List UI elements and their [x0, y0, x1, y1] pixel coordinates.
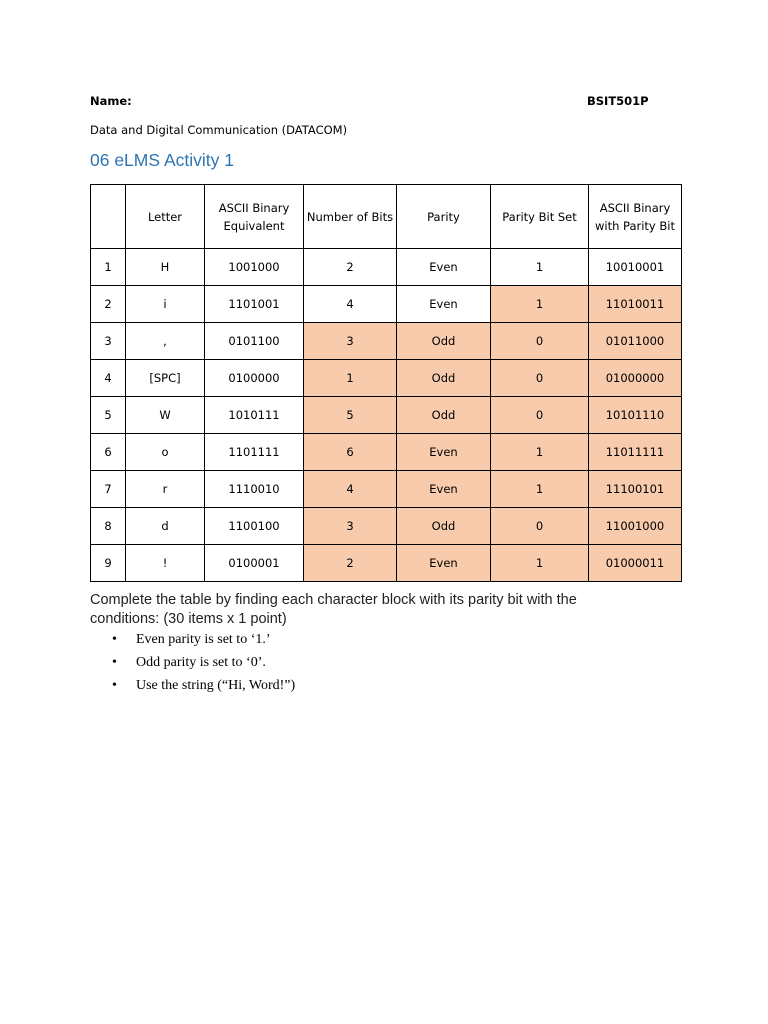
parity-bit-set-cell: 1 — [491, 434, 589, 471]
row-index-cell: 2 — [91, 286, 126, 323]
table-row — [91, 286, 682, 323]
ascii-with-parity-cell: 11100101 — [589, 471, 682, 508]
condition-text: Even parity is set to ‘1.’ — [136, 632, 271, 647]
letter-cell: W — [126, 397, 205, 434]
table-row — [91, 397, 682, 434]
number-of-bits-cell: 3 — [304, 508, 397, 545]
activity-title: 06 eLMS Activity 1 — [90, 150, 234, 170]
list-item — [112, 655, 295, 678]
parity-bit-set-cell: 0 — [491, 360, 589, 397]
parity-cell: Odd — [397, 360, 491, 397]
number-of-bits-cell: 4 — [304, 286, 397, 323]
ascii-with-parity-cell: 11011111 — [589, 434, 682, 471]
number-of-bits-cell: 2 — [304, 545, 397, 582]
ascii-binary-cell: 1110010 — [205, 471, 304, 508]
row-index-cell: 6 — [91, 434, 126, 471]
parity-bit-set-cell: 1 — [491, 249, 589, 286]
table-row — [91, 471, 682, 508]
parity-bit-set-cell: 1 — [491, 471, 589, 508]
instructions-text: Complete the table by finding each character block with its parity bit with the conditions: (30 items x 1 point) — [90, 592, 577, 627]
table-header-row — [91, 185, 682, 249]
row-index-cell: 8 — [91, 508, 126, 545]
letter-cell: o — [126, 434, 205, 471]
number-of-bits-cell: 4 — [304, 471, 397, 508]
letter-cell: ! — [126, 545, 205, 582]
row-index-cell: 3 — [91, 323, 126, 360]
parity-cell: Even — [397, 471, 491, 508]
table-row — [91, 360, 682, 397]
letter-cell: H — [126, 249, 205, 286]
row-index-cell: 1 — [91, 249, 126, 286]
condition-text: Use the string (“Hi, Word!”) — [136, 678, 296, 693]
parity-cell: Even — [397, 434, 491, 471]
table-row — [91, 545, 682, 582]
parity-cell: Odd — [397, 508, 491, 545]
bullet-icon: • — [112, 655, 117, 670]
table-row — [91, 508, 682, 545]
ascii-with-parity-cell: 11010011 — [589, 286, 682, 323]
ascii-with-parity-cell: 01000011 — [589, 545, 682, 582]
parity-cell: Even — [397, 286, 491, 323]
column-header-ascii-with-parity: ASCII Binary with Parity Bit — [589, 185, 682, 249]
conditions-list — [112, 632, 295, 701]
condition-text: Odd parity is set to ‘0’. — [136, 655, 266, 670]
parity-bit-set-cell: 1 — [491, 286, 589, 323]
ascii-binary-cell: 1101111 — [205, 434, 304, 471]
name-label: Name: — [90, 94, 132, 108]
bullet-icon: • — [112, 632, 117, 647]
column-header-parity: Parity — [397, 185, 491, 249]
row-index-cell: 7 — [91, 471, 126, 508]
table-row — [91, 249, 682, 286]
letter-cell: [SPC] — [126, 360, 205, 397]
parity-cell: Even — [397, 545, 491, 582]
parity-table — [90, 184, 682, 582]
parity-bit-set-cell: 0 — [491, 397, 589, 434]
ascii-with-parity-cell: 10010001 — [589, 249, 682, 286]
course-code: BSIT501P — [587, 94, 649, 108]
letter-cell: d — [126, 508, 205, 545]
parity-cell: Odd — [397, 397, 491, 434]
course-title: Data and Digital Communication (DATACOM) — [90, 123, 348, 137]
ascii-with-parity-cell: 11001000 — [589, 508, 682, 545]
number-of-bits-cell: 3 — [304, 323, 397, 360]
bullet-icon: • — [112, 678, 117, 693]
column-header-letter: Letter — [126, 185, 205, 249]
ascii-binary-cell: 0101100 — [205, 323, 304, 360]
number-of-bits-cell: 6 — [304, 434, 397, 471]
number-of-bits-cell: 5 — [304, 397, 397, 434]
letter-cell: i — [126, 286, 205, 323]
ascii-with-parity-cell: 01000000 — [589, 360, 682, 397]
column-header-ascii-binary: ASCII Binary Equivalent — [205, 185, 304, 249]
ascii-with-parity-cell: 01011000 — [589, 323, 682, 360]
ascii-binary-cell: 0100001 — [205, 545, 304, 582]
list-item — [112, 632, 295, 655]
parity-cell: Even — [397, 249, 491, 286]
ascii-binary-cell: 0100000 — [205, 360, 304, 397]
row-index-cell: 9 — [91, 545, 126, 582]
column-header-number-of-bits: Number of Bits — [304, 185, 397, 249]
list-item — [112, 678, 295, 701]
ascii-with-parity-cell: 10101110 — [589, 397, 682, 434]
ascii-binary-cell: 1101001 — [205, 286, 304, 323]
table-row — [91, 434, 682, 471]
row-index-cell: 4 — [91, 360, 126, 397]
ascii-binary-cell: 1010111 — [205, 397, 304, 434]
number-of-bits-cell: 1 — [304, 360, 397, 397]
row-index-cell: 5 — [91, 397, 126, 434]
letter-cell: r — [126, 471, 205, 508]
column-header-parity-bit-set: Parity Bit Set — [491, 185, 589, 249]
ascii-binary-cell: 1001000 — [205, 249, 304, 286]
ascii-binary-cell: 1100100 — [205, 508, 304, 545]
column-header-index — [91, 185, 126, 249]
parity-bit-set-cell: 0 — [491, 323, 589, 360]
parity-cell: Odd — [397, 323, 491, 360]
number-of-bits-cell: 2 — [304, 249, 397, 286]
table-row — [91, 323, 682, 360]
parity-bit-set-cell: 1 — [491, 545, 589, 582]
parity-bit-set-cell: 0 — [491, 508, 589, 545]
letter-cell: , — [126, 323, 205, 360]
